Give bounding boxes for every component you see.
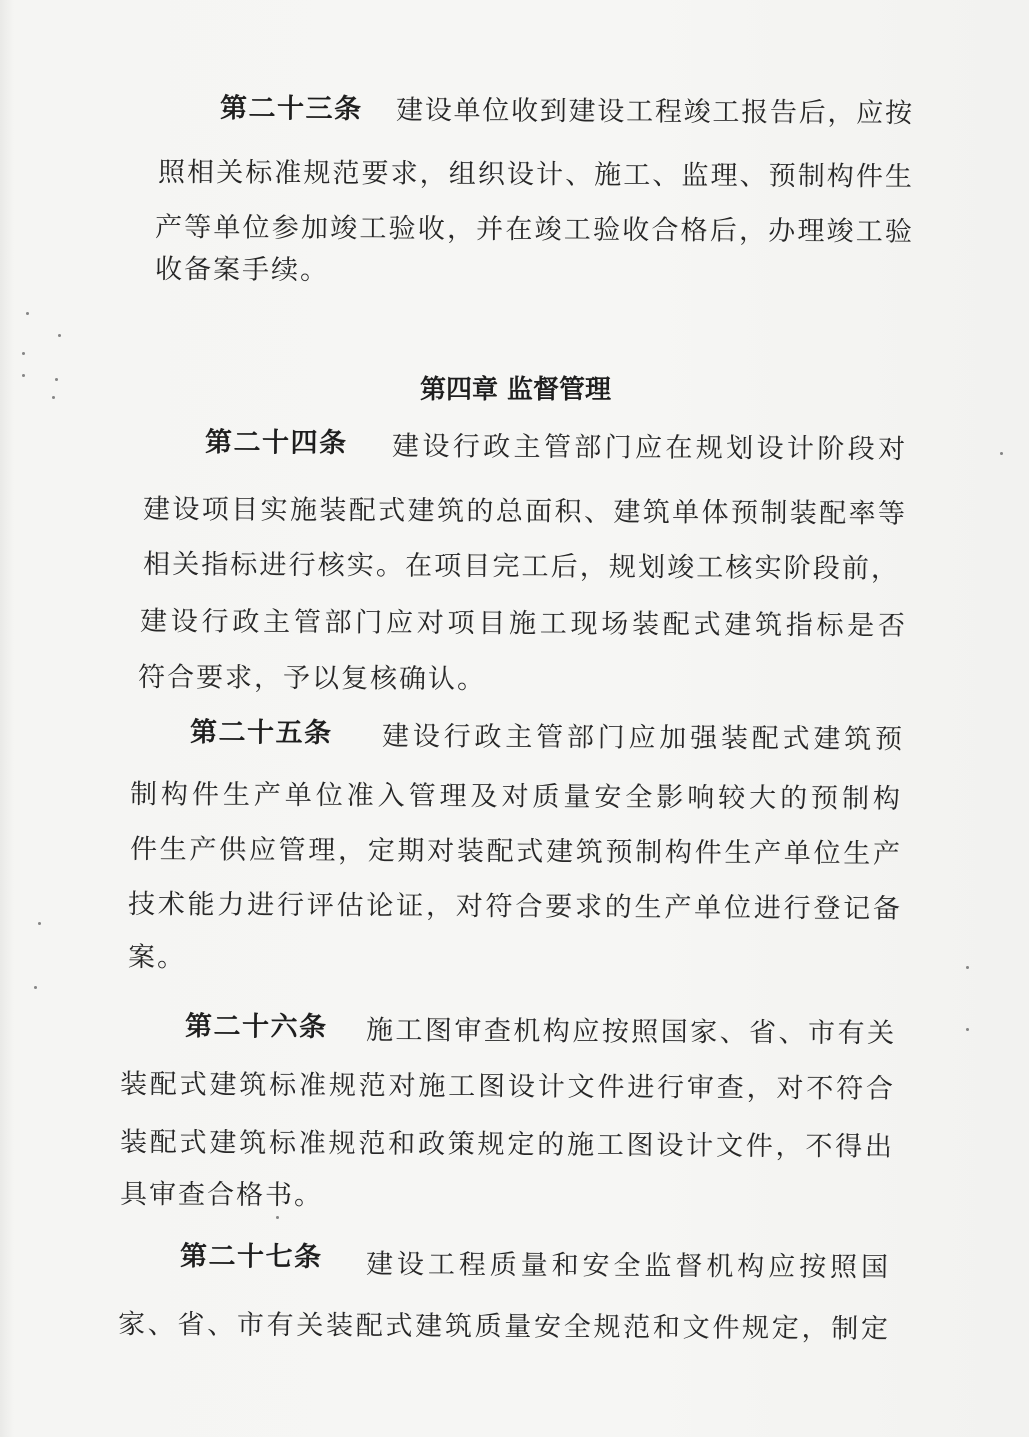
scan-speck <box>26 312 29 315</box>
article-text-line: 建设行政主管部门应对项目施工现场装配式建筑指标是否 <box>139 606 906 642</box>
article-text-line: 建设单位收到建设工程竣工报告后，应按 <box>395 95 913 130</box>
scan-speck <box>52 396 55 399</box>
scan-speck <box>55 378 58 381</box>
article-label: 第二十四条 <box>204 427 348 459</box>
article-text-line: 相关指标进行核实。在项目完工后，规划竣工核实阶段前， <box>142 549 899 585</box>
scan-speck <box>1000 452 1003 455</box>
article-text-line: 具审查合格书。 <box>119 1179 324 1212</box>
scan-speck <box>58 334 61 337</box>
article-text-line: 装配式建筑标准规范对施工图设计文件进行审查，对不符合 <box>119 1069 894 1105</box>
article-text-line: 技术能力进行评估论证，对符合要求的生产单位进行登记备 <box>127 889 901 925</box>
article-text-line: 件生产供应管理，定期对装配式建筑预制构件生产单位生产 <box>129 834 901 870</box>
scan-speck <box>966 1028 969 1031</box>
article-label: 第二十五条 <box>189 717 333 749</box>
article-text-line: 产等单位参加竣工验收，并在竣工验收合格后，办理竣工验 <box>154 212 913 248</box>
article-text-line: 建设行政主管部门应在规划设计阶段对 <box>391 431 906 466</box>
article-text-line: 制构件生产单位准入管理及对质量安全影响较大的预制构 <box>129 779 901 815</box>
scan-speck <box>38 922 41 925</box>
scan-speck <box>22 352 25 355</box>
article-text-line: 装配式建筑标准规范和政策规定的施工图设计文件，不得出 <box>119 1127 893 1163</box>
scan-speck <box>22 374 25 377</box>
article-text-line: 建设行政主管部门应加强装配式建筑预 <box>381 721 903 756</box>
article-text-line: 符合要求，予以复核确认。 <box>137 662 487 696</box>
article-text-line: 收备案手续。 <box>154 254 330 287</box>
article-label: 第二十七条 <box>179 1241 323 1273</box>
scan-speck <box>34 986 37 989</box>
article-text-line: 照相关标准规范要求，组织设计、施工、监理、预制构件生 <box>157 157 913 193</box>
article-text-line: 案。 <box>127 942 187 974</box>
scan-speck <box>966 966 969 969</box>
article-text-line: 家、省、市有关装配式建筑质量安全规范和文件规定，制定 <box>117 1309 889 1345</box>
article-text-line: 施工图审查机构应按照国家、省、市有关 <box>365 1015 895 1050</box>
article-text-line: 建设项目实施装配式建筑的总面积、建筑单体预制装配率等 <box>142 494 906 530</box>
article-label: 第二十六条 <box>184 1011 328 1043</box>
article-text-line: 建设工程质量和安全监督机构应按照国 <box>365 1249 889 1284</box>
article-label: 第二十三条 <box>219 93 363 125</box>
chapter-heading: 第四章 监督管理 <box>420 375 612 405</box>
scan-speck <box>276 1216 279 1219</box>
